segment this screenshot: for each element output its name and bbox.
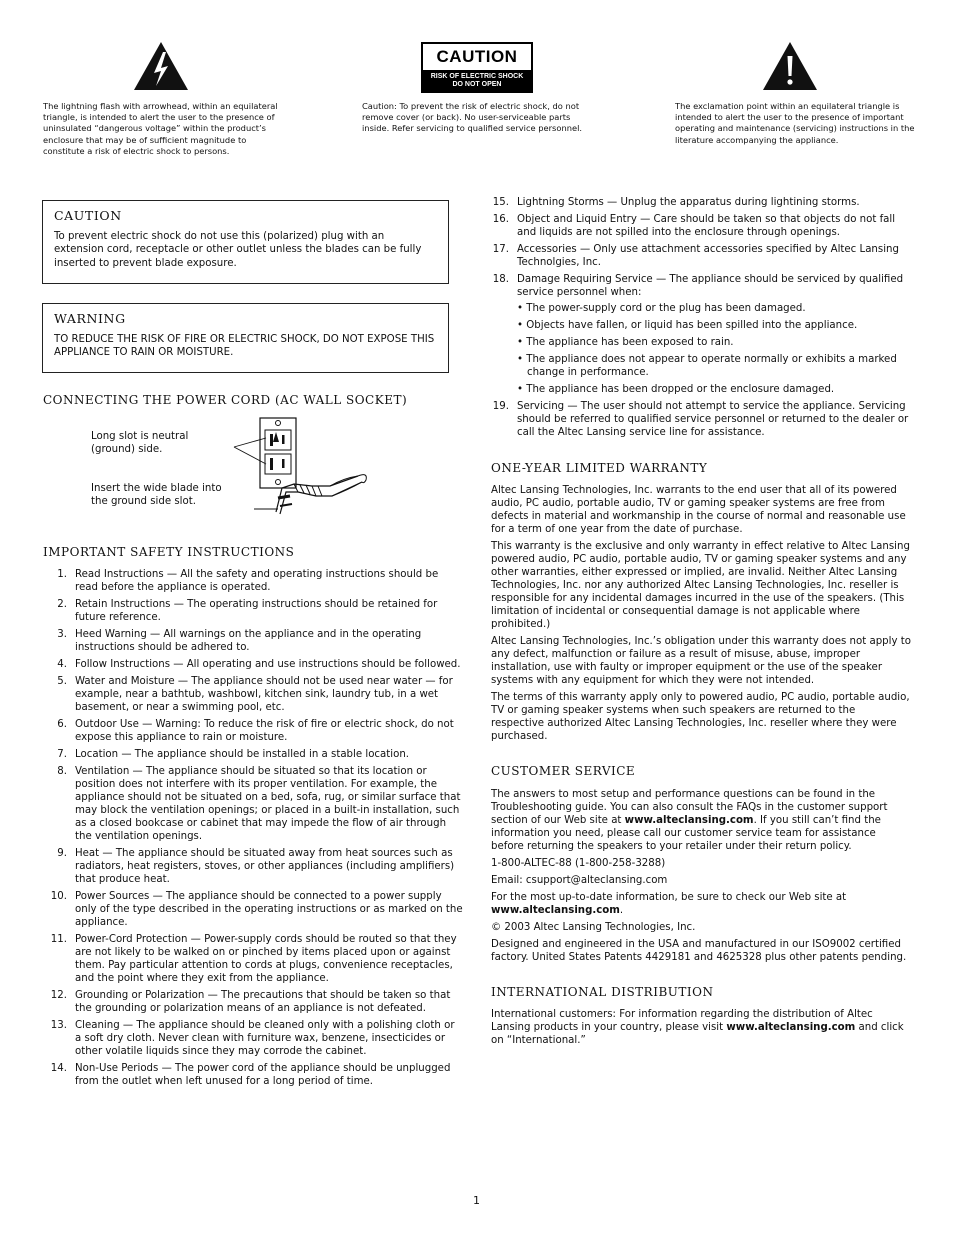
list-item [43, 989, 463, 1015]
support-text: . If you still can’t find the information you need, please call our customer service team for assistance before returning the speakers to your retailer under their return policy. [491, 815, 881, 852]
item-number: 9. [57, 848, 67, 859]
warranty-paragraph: The terms of this warranty apply only to powered audio, PC audio, portable audio, TV or gaming speaker systems when such speakers are returned to the respective authorized Altec Lansing Technologies, Inc. reseller where they were purchased. [491, 692, 910, 742]
item-number: 17. [492, 244, 509, 255]
customer-service-heading: CUSTOMER SERVICE [491, 764, 636, 778]
item-text: Power Sources — The appliance should be connected to a power supply only of the type described in the operating instructions or as marked on the appliance. [75, 891, 463, 928]
support-text: The answers to most setup and performance questions can be found in the Troubleshooting guide. You can also consult the FAQs in the customer support section of our Web site at [491, 789, 888, 826]
item-number: 6. [57, 719, 67, 730]
item-number: 19. [492, 401, 509, 412]
item-text: Damage Requiring Service — The appliance should be serviced by qualified service personnel when: [517, 274, 904, 298]
item-text: Outdoor Use — Warning: To reduce the risk of fire or electric shock, do not expose this appliance to rain or moisture. [75, 719, 454, 743]
item-text: Object and Liquid Entry — Care should be taken so that objects do not fall and liquids are not spilled into the enclosure through openings. [517, 214, 896, 238]
warranty-heading: ONE-YEAR LIMITED WARRANTY [491, 461, 708, 475]
item-text: Grounding or Polarization — The precautions that should be taken so that the grounding or polarization means of an appliance is not defeated. [75, 990, 451, 1014]
item-text: Accessories — Only use attachment accessories specified by Altec Lansing Technolgies, Inc. [517, 244, 899, 268]
item-text: Retain Instructions — The operating instructions should be retained for future reference. [75, 599, 438, 623]
list-item [43, 568, 463, 594]
item-number: 13. [50, 1020, 67, 1031]
bullet-item: • The appliance does not appear to operate normally or exhibits a marked change in performance. [517, 354, 897, 378]
page-number: 1 [473, 1194, 480, 1207]
caution-box [42, 200, 449, 284]
neutral-slot-label: Long slot is neutral (ground) side. [91, 431, 189, 455]
list-item [43, 675, 463, 714]
support-paragraph [491, 788, 911, 853]
international-paragraph [491, 1008, 911, 1047]
exclamation-caption: The exclamation point within an equilateral triangle is intended to alert the user to the presence of important operating and maintenance (servicing) instructions in the literature accompanying the appliance. [675, 101, 915, 145]
website-text: For the most up-to-date information, be sure to check our Web site at [491, 892, 847, 903]
item-text: Servicing — The user should not attempt to service the appliance. Servicing should be referred to qualified service personnel or returned to the dealer or call the Altec Lansing service line for assistance. [517, 401, 909, 438]
item-number: 10. [50, 891, 67, 902]
international-website-link[interactable]: www.alteclansing.com [726, 1022, 856, 1033]
safety-heading: IMPORTANT SAFETY INSTRUCTIONS [43, 545, 295, 559]
copyright-text: © 2003 Altec Lansing Technologies, Inc. [491, 922, 696, 933]
item-number: 1. [57, 569, 67, 580]
caution-caption: Caution: To prevent the risk of electric shock, do not remove cover (or back). No user-serviceable parts inside. Refer servicing to qualified service personnel. [362, 101, 583, 134]
damage-bullet-list [517, 302, 910, 396]
item-number: 11. [50, 934, 67, 945]
caution-label-line1: RISK OF ELECTRIC SHOCK [430, 73, 524, 80]
list-item [43, 1062, 463, 1088]
support-email: Email: csupport@alteclansing.com [491, 875, 668, 886]
item-number: 2. [57, 599, 67, 610]
warning-box [42, 303, 449, 373]
website-paragraph [491, 891, 911, 917]
phone-number: 1-800-ALTEC-88 (1-800-258-3288) [491, 858, 666, 869]
item-number: 15. [492, 197, 509, 208]
item-number: 14. [50, 1063, 67, 1074]
item-text: Ventilation — The appliance should be situated so that its location or position does not interfere with its proper ventilation. For example, the appliance should not be situated on a bed, sofa, rug, or similar surface that may block the ventilation openings; or placed in a built-in installation, such as a closed bookcase or cabinet that may impede the flow of air through the ventilation openings. [75, 766, 461, 842]
list-item [43, 890, 463, 929]
list-item [485, 400, 910, 439]
lightning-caption: The lightning flash with arrowhead, within an equilateral triangle, is intended to alert the user to the presence of uninsulated “dangerous voltage” within the product’s enclosure that may be of sufficient magnitude to constitute a risk of electric shock to persons. [43, 101, 278, 156]
caution-label [421, 42, 533, 93]
item-text: Follow Instructions — All operating and use instructions should be followed. [75, 659, 461, 670]
website-link[interactable]: www.alteclansing.com [491, 905, 620, 916]
list-item [43, 765, 463, 843]
item-number: 7. [57, 749, 67, 760]
list-item [43, 628, 463, 654]
item-text: Heat — The appliance should be situated away from heat sources such as radiators, heat registers, stoves, or other appliances (including amplifiers) that produce heat. [75, 848, 455, 885]
bullet-item: • The appliance has been exposed to rain. [517, 337, 734, 348]
safety-list-right [485, 196, 910, 443]
item-number: 12. [50, 990, 67, 1001]
warranty-paragraph: Altec Lansing Technologies, Inc. warrants to the end user that all of its powered audio, PC audio, portable audio, TV or gaming speaker systems are free from defects in material and workmanship in the course of normal and reasonable use for a term of one year from the date of purchase. [491, 485, 906, 535]
warranty-body [491, 484, 911, 747]
warranty-paragraph: Altec Lansing Technologies, Inc.’s obligation under this warranty does not apply to any defect, malfunction or failure as a result of misuse, abuse, improper installation, use with faulty or improper equipment or the use of the speaker systems with any equipment for which they were not intended. [491, 636, 911, 686]
list-item [43, 598, 463, 624]
item-text: Location — The appliance should be installed in a stable location. [75, 749, 410, 760]
item-number: 16. [492, 214, 509, 225]
item-number: 4. [57, 659, 67, 670]
warranty-paragraph: This warranty is the exclusive and only warranty in effect relative to Altec Lansing powered audio, PC audio, portable audio, TV or gaming speaker systems and any other warranties, either expressed or implied, are invalid. Neither Altec Lansing Technologies, Inc. nor any authorized Altec Lansing Technologies, Inc. reseller is responsible for any incidental damages incurred in the use of the speakers. (This limitation of incidental or consequential damage is not applicable where prohibited.) [491, 541, 910, 630]
item-number: 5. [57, 676, 67, 687]
exclamation-warning-icon [761, 40, 819, 92]
list-item [43, 658, 463, 671]
list-item [43, 748, 463, 761]
website-text: . [619, 905, 624, 916]
list-item [485, 213, 910, 239]
list-item [43, 1019, 463, 1058]
item-text: Lightning Storms — Unplug the apparatus during lightining storms. [517, 197, 860, 208]
power-plug-diagram [232, 414, 372, 524]
caution-label-title: CAUTION [423, 44, 531, 70]
item-number: 18. [492, 274, 509, 285]
safety-list-left [43, 568, 463, 1092]
item-text: Water and Moisture — The appliance should not be used near water — for example, near a bathtub, washbowl, kitchen sink, laundry tub, in a wet basement, or near a swimming pool, etc. [75, 676, 453, 713]
list-item [43, 847, 463, 886]
caution-label-line2: DO NOT OPEN [452, 81, 502, 88]
bullet-item: • Objects have fallen, or liquid has been spilled into the appliance. [517, 320, 858, 331]
lightning-warning-icon [132, 40, 190, 92]
wide-blade-label: Insert the wide blade into the ground side slot. [91, 483, 222, 507]
item-number: 3. [57, 629, 67, 640]
power-cord-heading: CONNECTING THE POWER CORD (AC WALL SOCKET) [43, 393, 408, 407]
caution-box-text: To prevent electric shock do not use this (polarized) plug with an extension cord, receptacle or other outlet unless the blades can be fully inserted to prevent blade exposure. [54, 231, 422, 269]
item-text: Power-Cord Protection — Power-supply cords should be routed so that they are not likely to be walked on or pinched by items placed upon or against them. Pay particular attention to cords at plugs, convenience receptacles, and the point where they exit from the appliance. [75, 934, 457, 984]
international-text: and click on “International.” [491, 1022, 904, 1046]
list-item [485, 273, 910, 396]
list-item [43, 718, 463, 744]
support-website-link[interactable]: www.alteclansing.com [624, 815, 754, 826]
warning-box-title: WARNING [54, 311, 126, 326]
bullet-item: • The power-supply cord or the plug has been damaged. [517, 303, 806, 314]
item-number: 8. [57, 766, 67, 777]
list-item [485, 243, 910, 269]
item-text: Read Instructions — All the safety and operating instructions should be read before the appliance is operated. [75, 569, 439, 593]
item-text: Cleaning — The appliance should be cleaned only with a polishing cloth or a soft dry cloth. Never clean with furniture wax, benzene, insecticides or other volatile liquids since they may corrode the cabinet. [75, 1020, 455, 1057]
item-text: Heed Warning — All warnings on the appliance and in the operating instructions should be adhered to. [75, 629, 422, 653]
international-text: International customers: For information regarding the distribution of Altec Lansing products in your country, please visit [491, 1009, 873, 1033]
bullet-item: • The appliance has been dropped or the enclosure damaged. [517, 384, 835, 395]
international-body [491, 1008, 911, 1051]
item-text: Non-Use Periods — The power cord of the appliance should be unplugged from the outlet when left unused for a long period of time. [75, 1063, 451, 1087]
warning-box-text: TO REDUCE THE RISK OF FIRE OR ELECTRIC SHOCK, DO NOT EXPOSE THIS APPLIANCE TO RAIN OR MOISTURE. [54, 334, 435, 359]
customer-service-body [491, 788, 911, 968]
list-item [485, 196, 910, 209]
list-item [43, 933, 463, 985]
international-heading: INTERNATIONAL DISTRIBUTION [491, 985, 714, 999]
caution-box-title: CAUTION [54, 208, 122, 223]
manufacture-text: Designed and engineered in the USA and manufactured in our ISO9002 certified factory. United States Patents 4429181 and 4625328 plus other patents pending. [491, 939, 907, 963]
